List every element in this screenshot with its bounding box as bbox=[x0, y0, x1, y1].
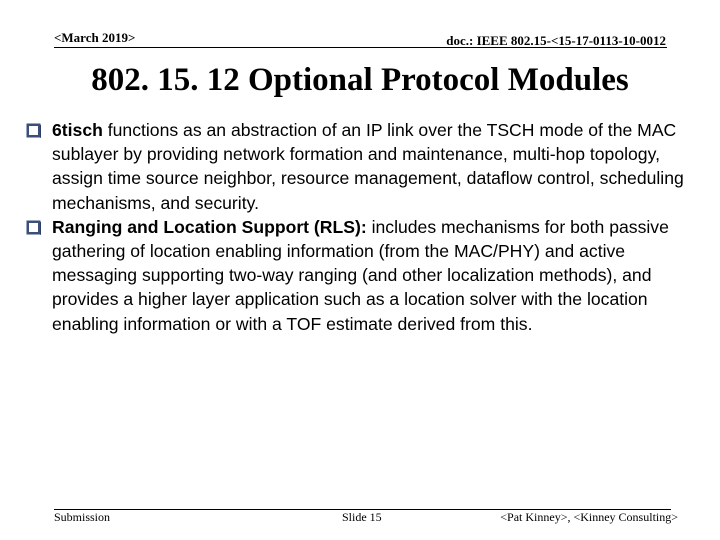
bullet-lead: Ranging and Location Support (RLS): bbox=[52, 216, 367, 237]
header-divider bbox=[54, 47, 667, 48]
checkbox-square-icon bbox=[26, 220, 41, 235]
bullet-item bbox=[26, 118, 698, 215]
bullet-list bbox=[26, 118, 698, 336]
bullet-text: includes mechanisms for both passive gathering of location enabling information (from the MAC/PHY) and active messaging supporting two-way ranging (and other localization methods), and provides a higher layer application such as a location solver with the location enabling information or with a TOF estimate derived from this. bbox=[52, 216, 669, 334]
bullet-item bbox=[26, 215, 698, 336]
bullet-text: functions as an abstraction of an IP link over the TSCH mode of the MAC sublayer by providing network formation and maintenance, multi-hop topology, assign time source neighbor, resource management, dataflow control, scheduling mechanisms, and security. bbox=[52, 120, 684, 213]
header-doc-id: doc.: IEEE 802.15-<15-17-0113-10-0012 bbox=[446, 33, 666, 48]
header-date: <March 2019> bbox=[54, 30, 136, 45]
bullet-lead: 6tisch bbox=[52, 120, 103, 140]
footer-submission: Submission bbox=[54, 510, 111, 524]
slide-title: 802. 15. 12 Optional Protocol Modules bbox=[91, 62, 629, 98]
footer-author: <Pat Kinney>, <Kinney Consulting> bbox=[500, 510, 678, 524]
footer-slide-number: Slide 15 bbox=[342, 510, 382, 524]
checkbox-square-icon bbox=[26, 123, 41, 138]
